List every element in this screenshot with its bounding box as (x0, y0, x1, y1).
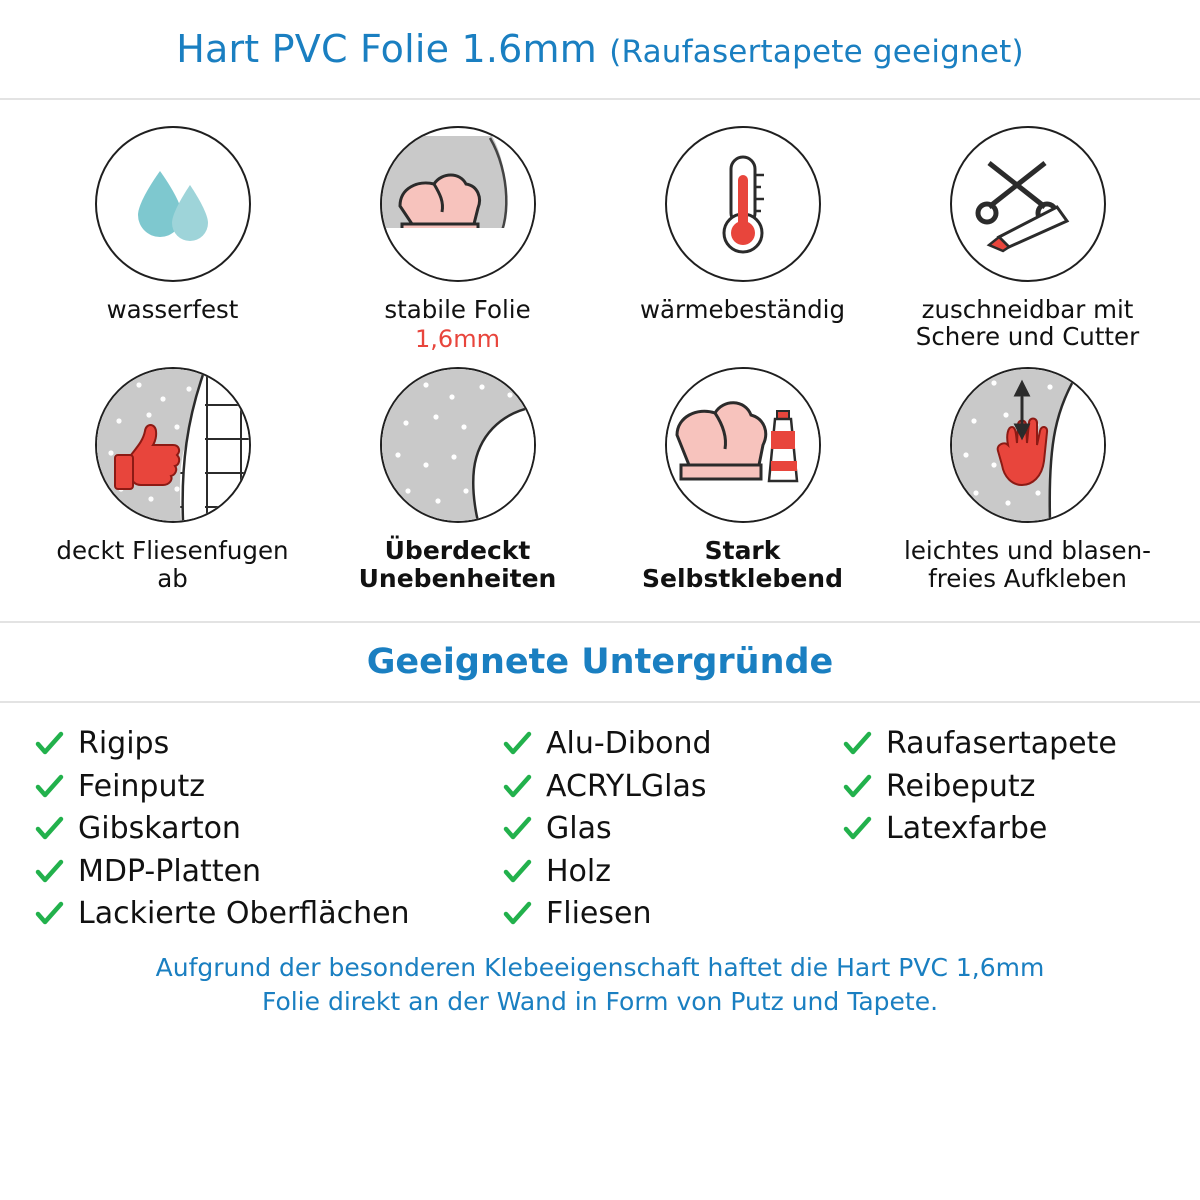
feature-icon-circle (95, 367, 251, 523)
checklist-column-2 (502, 725, 842, 933)
list-item-label: Feinputz (78, 768, 205, 804)
page-title-main: Hart PVC Folie 1.6mm (176, 27, 597, 71)
list-item-label: MDP-Platten (78, 853, 262, 889)
feature-item (600, 367, 885, 593)
feature-label: stabile Folie (384, 295, 531, 324)
check-icon (34, 899, 64, 929)
check-icon (34, 857, 64, 887)
feature-icon-circle (950, 367, 1106, 523)
list-item-label: Holz (546, 853, 611, 889)
scissors-cutter-icon (953, 129, 1103, 279)
feature-item (315, 126, 600, 353)
thermometer-icon (668, 129, 818, 279)
substrate-checklist (0, 703, 1200, 933)
list-item (34, 810, 502, 848)
feature-item (315, 367, 600, 593)
check-icon (502, 857, 532, 887)
header (0, 0, 1200, 100)
foil-corner-icon (382, 369, 534, 521)
list-item-label: Reibeputz (886, 768, 1036, 804)
feature-label: wasserfest (106, 295, 239, 324)
feature-item (600, 126, 885, 353)
list-item (502, 853, 842, 891)
list-item-label: Lackierte Oberflächen (78, 896, 410, 932)
list-item (502, 725, 842, 763)
list-item (34, 725, 502, 763)
list-item (34, 895, 502, 933)
checklist-column-1 (34, 725, 502, 933)
list-item-label: Alu-Dibond (546, 726, 712, 762)
strong-arm-foil-icon (382, 128, 534, 280)
page-title (176, 27, 1024, 71)
feature-label: wärmebeständig (639, 295, 846, 324)
feature-icon-circle (665, 367, 821, 523)
footer-note (0, 951, 1200, 1019)
list-item (34, 768, 502, 806)
list-item-label: Glas (546, 811, 612, 847)
feature-item (30, 367, 315, 593)
feature-icon-circle (95, 126, 251, 282)
check-icon (502, 899, 532, 929)
cutter-icon (989, 207, 1067, 251)
water-drops-icon (98, 129, 248, 279)
feature-label: leichtes und blasen-freies Aufkleben (904, 536, 1151, 593)
check-icon (502, 814, 532, 844)
page-title-sub: (Raufasertapete geeignet) (609, 34, 1024, 70)
feature-sublabel: 1,6mm (415, 325, 500, 354)
list-item-label: Rigips (78, 726, 170, 762)
list-item (502, 768, 842, 806)
check-icon (842, 772, 872, 802)
thumb-up-tiles-icon (97, 369, 249, 521)
arm-glue-icon (667, 369, 819, 521)
check-icon (34, 772, 64, 802)
check-icon (502, 772, 532, 802)
list-item (842, 810, 1170, 848)
feature-icon-circle (380, 367, 536, 523)
list-item (842, 768, 1170, 806)
feature-item (885, 367, 1170, 593)
check-icon (842, 814, 872, 844)
list-item (842, 725, 1170, 763)
list-item-label: Gibskarton (78, 811, 241, 847)
checklist-column-3 (842, 725, 1170, 933)
list-item (502, 810, 842, 848)
hand-smoothing-icon (952, 369, 1104, 521)
list-item-label: Fliesen (546, 896, 652, 932)
check-icon (34, 729, 64, 759)
list-item-label: Latexfarbe (886, 811, 1048, 847)
check-icon (34, 814, 64, 844)
feature-label: zuschneidbar mit Schere und Cutter (915, 295, 1140, 352)
footer-note-line2: Folie direkt an der Wand in Form von Putz und Tapete. (261, 986, 939, 1016)
feature-icon-circle (380, 126, 536, 282)
feature-label: deckt Fliesenfugen ab (56, 536, 289, 593)
feature-label: Stark Selbstklebend (642, 536, 843, 594)
feature-item (885, 126, 1170, 353)
check-icon (502, 729, 532, 759)
list-item-label: ACRYLGlas (546, 768, 707, 804)
feature-item (30, 126, 315, 353)
list-item (34, 853, 502, 891)
list-item-label: Raufasertapete (886, 726, 1117, 762)
untergruende-band (0, 621, 1200, 703)
feature-icon-circle (950, 126, 1106, 282)
feature-icon-circle (665, 126, 821, 282)
feature-label: Überdeckt Unebenheiten (358, 536, 557, 594)
feature-grid (0, 100, 1200, 593)
list-item (502, 895, 842, 933)
footer-note-line1: Aufgrund der besonderen Klebeeigenschaft haftet die Hart PVC 1,6mm (155, 952, 1045, 982)
section-title: Geeignete Untergründe (366, 642, 834, 683)
check-icon (842, 729, 872, 759)
